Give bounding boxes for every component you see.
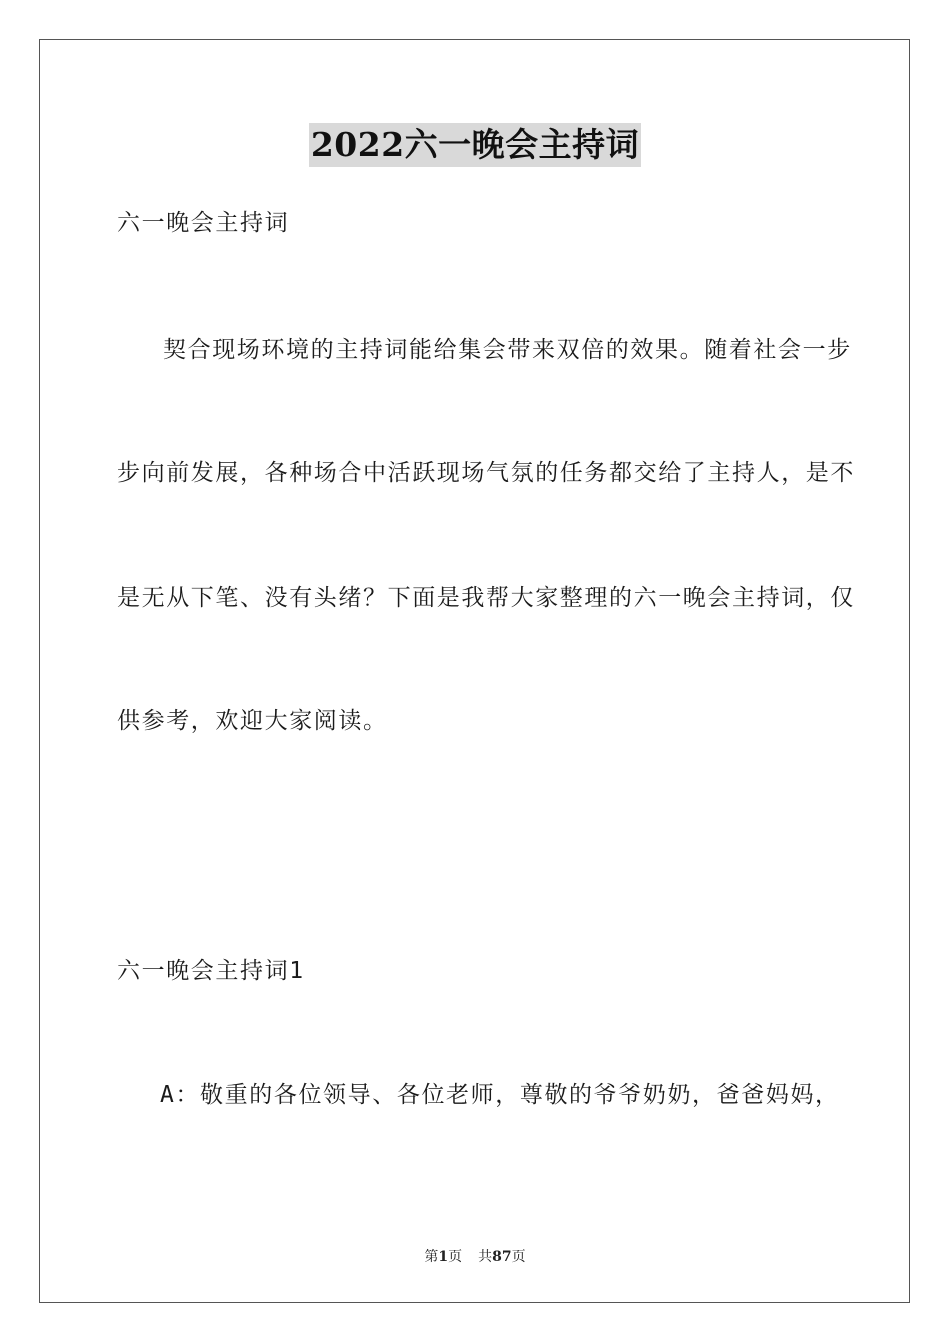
document-subtitle: 六一晚会主持词 xyxy=(117,210,290,236)
total-prefix: 共 xyxy=(478,1249,493,1265)
intro-paragraph-line: 供参考，欢迎大家阅读。 xyxy=(117,708,388,734)
title-container xyxy=(0,123,950,167)
page-number: 1 xyxy=(438,1249,449,1265)
page-prefix: 第 xyxy=(424,1249,439,1265)
intro-paragraph-line: 是无从下笔、没有头绪？下面是我帮大家整理的六一晚会主持词，仅 xyxy=(117,585,855,611)
page-footer xyxy=(0,1246,950,1266)
total-pages: 87 xyxy=(492,1249,512,1265)
intro-paragraph-line: 契合现场环境的主持词能给集会带来双倍的效果。随着社会一步 xyxy=(163,337,852,363)
section-heading: 六一晚会主持词1 xyxy=(117,958,305,984)
page-suffix: 页 xyxy=(448,1249,463,1265)
total-suffix: 页 xyxy=(511,1249,526,1265)
document-title: 2022六一晚会主持词 xyxy=(309,123,641,167)
intro-paragraph-line: 步向前发展，各种场合中活跃现场气氛的任务都交给了主持人，是不 xyxy=(117,460,855,486)
dialog-line: A：敬重的各位领导、各位老师，尊敬的爷爷奶奶，爸爸妈妈， xyxy=(160,1082,840,1108)
